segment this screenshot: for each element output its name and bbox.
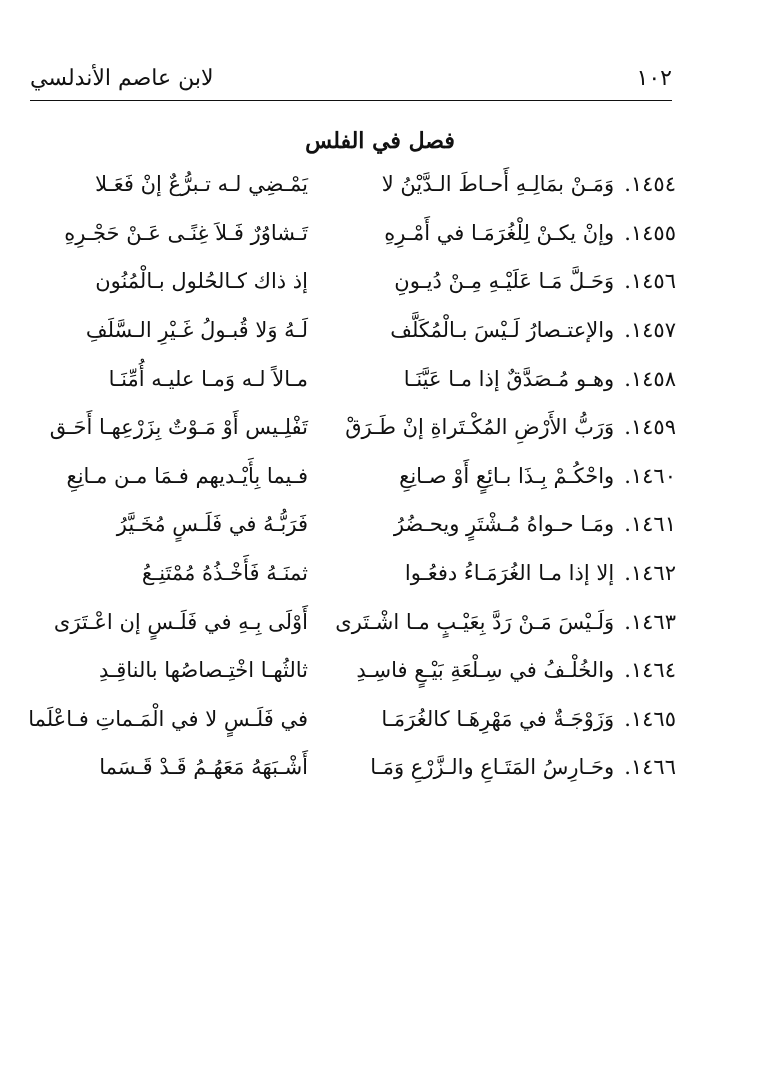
first-hemistich-text: وحَـارِسُ المَتَـاعِ والـزَّرْعِ وَمَـا bbox=[370, 755, 615, 780]
verse-number: ١٤٦٢. bbox=[624, 561, 676, 586]
second-hemistich bbox=[50, 415, 308, 439]
section-title: فصل في الفلس bbox=[305, 128, 455, 154]
verse-number: ١٤٥٩. bbox=[624, 415, 676, 440]
first-hemistich bbox=[360, 221, 676, 245]
running-header bbox=[30, 58, 672, 98]
first-hemistich bbox=[360, 464, 676, 488]
second-hemistich bbox=[50, 658, 308, 682]
second-hemistich-text: في فَلَـسٍ لا في الْمَـماتِ فـاعْلَما bbox=[28, 706, 308, 731]
second-hemistich bbox=[50, 269, 308, 293]
verse-line bbox=[50, 257, 676, 306]
verse-number: ١٤٦٤. bbox=[624, 658, 676, 683]
verse-line bbox=[50, 354, 676, 403]
verse-number: ١٤٥٦. bbox=[624, 269, 676, 294]
verse-line bbox=[50, 549, 676, 598]
running-title: لابن عاصم الأندلسي bbox=[30, 65, 214, 91]
verse-line bbox=[50, 403, 676, 452]
verse-line bbox=[50, 597, 676, 646]
verse-line bbox=[50, 500, 676, 549]
second-hemistich bbox=[50, 318, 308, 342]
second-hemistich-text: لَـهُ وَلا قُبـولُ غَـيْرِ الـسَّلَفِ bbox=[85, 318, 308, 343]
first-hemistich-text: ومَـا حـواهُ مُـشْتَرٍ ويحـضُرُ bbox=[393, 512, 615, 537]
verse-number: ١٤٦٠. bbox=[624, 463, 676, 488]
verse-line bbox=[50, 743, 676, 792]
second-hemistich-text: إذ ذاك كـالحُلول بـالْمُنُون bbox=[95, 269, 308, 294]
first-hemistich-text: إلا إذا مـا الغُرَمَـاءُ دفعُـوا bbox=[404, 561, 615, 586]
verse-line bbox=[50, 306, 676, 355]
first-hemistich-text: وَمَـنْ بمَالِـهِ أَحـاطَ الـدَّيْنُ لا bbox=[381, 172, 615, 197]
verse-number: ١٤٥٤. bbox=[624, 172, 676, 197]
verse-line bbox=[28, 695, 676, 744]
first-hemistich-text: وإنْ يكـنْ لِلْغُرَمَـا في أَمْـرِهِ bbox=[384, 220, 615, 245]
first-hemistich-text: والإعتـصارُ لَـيْسَ بـالْمُكَلَّف bbox=[390, 318, 615, 343]
first-hemistich-text: واحْكُـمْ بِـذَا بـائِعٍ أَوْ صـانِعِ bbox=[399, 463, 615, 488]
second-hemistich-text: فـيما بِأَيْـديهم فـمَا مـن مـانِعِ bbox=[66, 463, 308, 488]
verse-number: ١٤٥٨. bbox=[624, 366, 676, 391]
second-hemistich-text: أَوْلَى بِـهِ في فَلَـسٍ إن اعْـتَرَى bbox=[53, 609, 308, 634]
second-hemistich bbox=[50, 221, 308, 245]
second-hemistich bbox=[50, 512, 308, 536]
second-hemistich bbox=[50, 561, 308, 585]
second-hemistich-text: ثمنَـهُ فَأَخْـذُهُ مُمْتَنِـعُ bbox=[141, 561, 308, 586]
second-hemistich-text: تَـشاوُرٌ فَـلاَ غِنًـى عَـنْ حَجْـرِهِ bbox=[64, 220, 308, 245]
verse-line bbox=[50, 160, 676, 209]
verse-list bbox=[28, 160, 676, 792]
first-hemistich bbox=[360, 512, 676, 536]
second-hemistich-text: مـالاً لـه وَمـا عليـه أُمِّنَـا bbox=[108, 366, 308, 391]
first-hemistich bbox=[360, 269, 676, 293]
verse-number: ١٤٦٦. bbox=[624, 755, 676, 780]
verse-line bbox=[50, 452, 676, 501]
first-hemistich-text: وَحَـلَّ مَـا عَلَيْـهِ مِـنْ دُيـونِ bbox=[394, 269, 615, 294]
second-hemistich bbox=[50, 464, 308, 488]
second-hemistich bbox=[50, 172, 308, 196]
verse-number: ١٤٦٥. bbox=[624, 706, 676, 731]
verse-line bbox=[50, 209, 676, 258]
header-rule bbox=[30, 100, 672, 101]
first-hemistich bbox=[360, 172, 676, 196]
second-hemistich-text: يَمْـضِي لـه تـبرُّعٌ إنْ فَعَـلا bbox=[95, 172, 308, 197]
verse-number: ١٤٦١. bbox=[624, 512, 676, 537]
second-hemistich-text: أَشْـبَهَهُ مَعَهُـمُ قَـدْ قَـسَما bbox=[99, 755, 308, 780]
first-hemistich-text: وَرَبُّ الأَرْضِ المُكْـتَراةِ إنْ طَـرَقْ bbox=[345, 415, 615, 440]
second-hemistich-text: فَرَبُّـهُ في فَلَـسٍ مُخَـيَّرُ bbox=[116, 512, 308, 537]
first-hemistich-text: وَلَـيْسَ مَـنْ رَدَّ بِعَيْـبٍ مـا اشْـتَرى bbox=[335, 609, 615, 634]
verse-number: ١٤٦٣. bbox=[624, 609, 676, 634]
first-hemistich bbox=[345, 415, 676, 440]
first-hemistich-text: والخُلْـفُ في سِـلْعَةِ بَيْـعٍ فاسِـدِ bbox=[356, 658, 615, 683]
first-hemistich bbox=[360, 367, 676, 391]
first-hemistich bbox=[360, 318, 676, 342]
second-hemistich bbox=[50, 610, 308, 634]
first-hemistich-text: وَزَوْجَـةٌ في مَهْرِهَـا كالغُرَمَـا bbox=[381, 706, 615, 731]
second-hemistich-text: ثالثُهـا اخْتِـصاصُها بالناقِـدِ bbox=[99, 658, 308, 683]
first-hemistich bbox=[360, 561, 676, 585]
second-hemistich-text: تَفْلِـيس أَوْ مَـوْتٌ بِزَرْعِهـا أَحَـق bbox=[49, 415, 308, 440]
first-hemistich-text: وهـو مُـصَدَّقٌ إذا مـا عَيَّنَـا bbox=[403, 366, 615, 391]
verse-number: ١٤٥٧. bbox=[624, 318, 676, 343]
first-hemistich bbox=[356, 658, 676, 683]
first-hemistich bbox=[360, 755, 676, 779]
second-hemistich bbox=[28, 706, 308, 731]
second-hemistich bbox=[50, 367, 308, 391]
verse-line bbox=[50, 646, 676, 695]
verse-number: ١٤٥٥. bbox=[624, 220, 676, 245]
first-hemistich bbox=[360, 707, 676, 731]
second-hemistich bbox=[50, 755, 308, 779]
page-number: ١٠٢ bbox=[636, 65, 672, 91]
first-hemistich bbox=[335, 609, 676, 634]
